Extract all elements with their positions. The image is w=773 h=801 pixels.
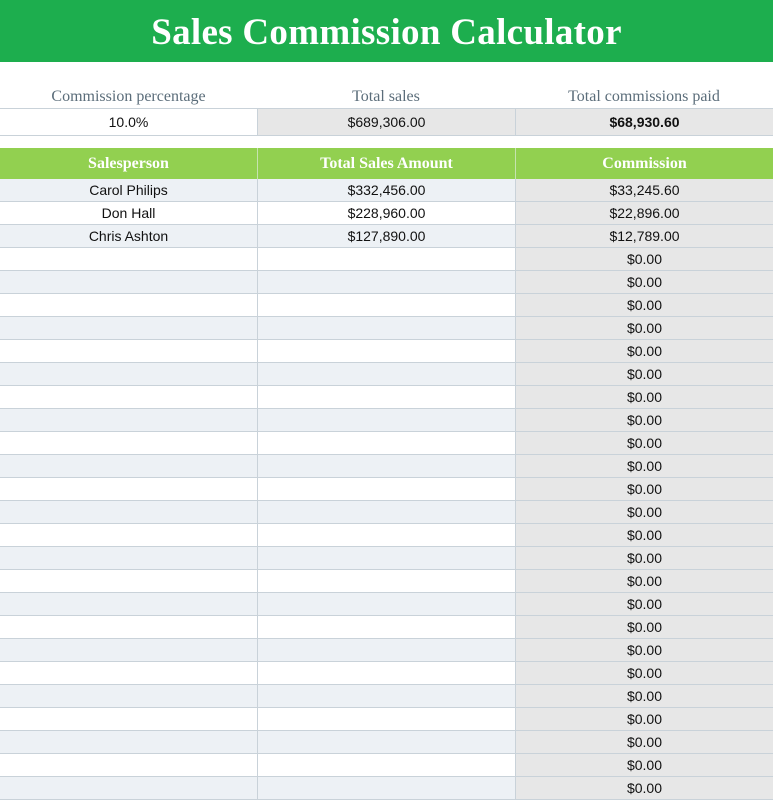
salesperson-cell[interactable] [0, 386, 257, 408]
total-sales-amount-cell[interactable] [257, 501, 515, 523]
table-row [0, 501, 773, 524]
salesperson-cell[interactable] [0, 777, 257, 799]
commission-cell[interactable]: $0.00 [515, 455, 773, 477]
salesperson-cell[interactable] [0, 432, 257, 454]
commission-cell[interactable]: $0.00 [515, 501, 773, 523]
table-row [0, 570, 773, 593]
salesperson-cell[interactable] [0, 409, 257, 431]
salesperson-cell[interactable] [0, 708, 257, 730]
salesperson-cell[interactable] [0, 662, 257, 684]
table-row [0, 547, 773, 570]
salesperson-cell[interactable] [0, 317, 257, 339]
salesperson-cell[interactable]: Don Hall [101, 205, 156, 221]
commission-cell[interactable]: $0.00 [515, 639, 773, 661]
total-sales-amount-cell[interactable] [257, 478, 515, 500]
commission-cell[interactable]: $0.00 [515, 317, 773, 339]
table-row [0, 271, 773, 294]
table-row [0, 731, 773, 754]
total-sales-amount-cell[interactable] [257, 432, 515, 454]
commission-cell[interactable]: $0.00 [515, 662, 773, 684]
table-row [0, 225, 773, 248]
commission-cell[interactable]: $0.00 [515, 271, 773, 293]
table-row [0, 317, 773, 340]
total-sales-amount-cell[interactable] [257, 547, 515, 569]
table-row [0, 685, 773, 708]
table-row [0, 363, 773, 386]
commission-cell[interactable]: $0.00 [515, 616, 773, 638]
table-row [0, 202, 773, 225]
commission-cell[interactable]: $0.00 [515, 478, 773, 500]
commission-cell[interactable]: $0.00 [515, 593, 773, 615]
salesperson-cell[interactable] [0, 363, 257, 385]
salesperson-cell[interactable] [0, 685, 257, 707]
table-row [0, 432, 773, 455]
total-commissions-cell[interactable]: $68,930.60 [515, 108, 773, 136]
commission-cell[interactable]: $0.00 [515, 432, 773, 454]
commission-cell[interactable]: $0.00 [515, 248, 773, 270]
commission-header[interactable]: Commission [515, 148, 773, 179]
commission-cell[interactable]: $0.00 [515, 409, 773, 431]
table-row [0, 340, 773, 363]
total-sales-amount-cell[interactable] [257, 754, 515, 776]
salesperson-cell[interactable] [0, 524, 257, 546]
table-row [0, 478, 773, 501]
salesperson-cell[interactable] [0, 248, 257, 270]
title-bar [0, 0, 773, 62]
salesperson-cell[interactable] [0, 294, 257, 316]
commission-cell[interactable]: $22,896.00 [515, 202, 773, 224]
table-row [0, 754, 773, 777]
salesperson-cell[interactable] [0, 547, 257, 569]
commission-cell[interactable]: $0.00 [515, 294, 773, 316]
total-sales-cell[interactable]: $689,306.00 [257, 108, 515, 136]
total-sales-amount-cell[interactable]: $332,456.00 [257, 179, 515, 201]
table-row [0, 639, 773, 662]
table-row [0, 708, 773, 731]
salesperson-cell[interactable] [0, 639, 257, 661]
salesperson-cell[interactable] [0, 731, 257, 753]
commission-cell[interactable]: $0.00 [515, 708, 773, 730]
total-sales-amount-header[interactable]: Total Sales Amount [257, 148, 515, 179]
table-row [0, 294, 773, 317]
salesperson-cell[interactable] [0, 455, 257, 477]
salesperson-header[interactable]: Salesperson [88, 155, 169, 172]
salesperson-cell[interactable] [0, 570, 257, 592]
total-sales-amount-cell[interactable] [257, 570, 515, 592]
commission-cell[interactable]: $0.00 [515, 570, 773, 592]
table-row [0, 616, 773, 639]
salesperson-cell[interactable] [0, 340, 257, 362]
total-commissions-label: Total commissions paid [568, 88, 720, 105]
summary-values [0, 108, 773, 136]
table-row [0, 179, 773, 202]
total-sales-label: Total sales [352, 88, 420, 105]
commission-cell[interactable]: $0.00 [515, 340, 773, 362]
salesperson-cell[interactable] [0, 593, 257, 615]
total-sales-amount-cell[interactable] [257, 777, 515, 799]
commission-cell[interactable]: $0.00 [515, 777, 773, 799]
salesperson-cell[interactable]: Carol Philips [89, 182, 168, 198]
commission-cell[interactable]: $0.00 [515, 754, 773, 776]
total-sales-amount-cell[interactable] [257, 248, 515, 270]
total-sales-amount-cell[interactable] [257, 731, 515, 753]
salesperson-cell[interactable] [0, 501, 257, 523]
commission-cell[interactable]: $0.00 [515, 386, 773, 408]
table-row [0, 777, 773, 800]
page-title: Sales Commission Calculator [151, 11, 622, 53]
total-sales-amount-cell[interactable] [257, 386, 515, 408]
commission-cell[interactable]: $12,789.00 [515, 225, 773, 247]
total-sales-amount-cell[interactable] [257, 708, 515, 730]
table-row [0, 662, 773, 685]
total-sales-amount-cell[interactable]: $228,960.00 [257, 202, 515, 224]
total-sales-amount-cell[interactable] [257, 409, 515, 431]
total-sales-amount-cell[interactable] [257, 271, 515, 293]
commission-cell[interactable]: $0.00 [515, 685, 773, 707]
total-sales-amount-cell[interactable] [257, 662, 515, 684]
table-row [0, 409, 773, 432]
total-sales-amount-cell[interactable] [257, 524, 515, 546]
commission-table [0, 148, 773, 800]
table-body [0, 179, 773, 800]
total-sales-amount-cell[interactable] [257, 593, 515, 615]
table-header-row [0, 148, 773, 179]
total-sales-amount-cell[interactable] [257, 455, 515, 477]
summary-labels [0, 86, 773, 108]
commission-cell[interactable]: $33,245.60 [515, 179, 773, 201]
table-row [0, 248, 773, 271]
table-row [0, 593, 773, 616]
total-sales-amount-cell[interactable] [257, 639, 515, 661]
total-sales-amount-cell[interactable] [257, 294, 515, 316]
total-sales-amount-cell[interactable] [257, 685, 515, 707]
salesperson-cell[interactable] [0, 754, 257, 776]
commission-percentage-cell[interactable]: 10.0% [0, 108, 257, 136]
total-sales-amount-cell[interactable] [257, 340, 515, 362]
total-sales-amount-cell[interactable] [257, 317, 515, 339]
commission-cell[interactable]: $0.00 [515, 363, 773, 385]
table-row [0, 524, 773, 547]
total-sales-amount-cell[interactable]: $127,890.00 [257, 225, 515, 247]
salesperson-cell[interactable] [0, 616, 257, 638]
total-sales-amount-cell[interactable] [257, 363, 515, 385]
salesperson-cell[interactable] [0, 478, 257, 500]
commission-cell[interactable]: $0.00 [515, 547, 773, 569]
salesperson-cell[interactable] [0, 271, 257, 293]
total-sales-amount-cell[interactable] [257, 616, 515, 638]
table-row [0, 455, 773, 478]
table-row [0, 386, 773, 409]
commission-cell[interactable]: $0.00 [515, 524, 773, 546]
commission-percentage-label: Commission percentage [51, 88, 206, 105]
commission-cell[interactable]: $0.00 [515, 731, 773, 753]
salesperson-cell[interactable]: Chris Ashton [88, 228, 169, 244]
